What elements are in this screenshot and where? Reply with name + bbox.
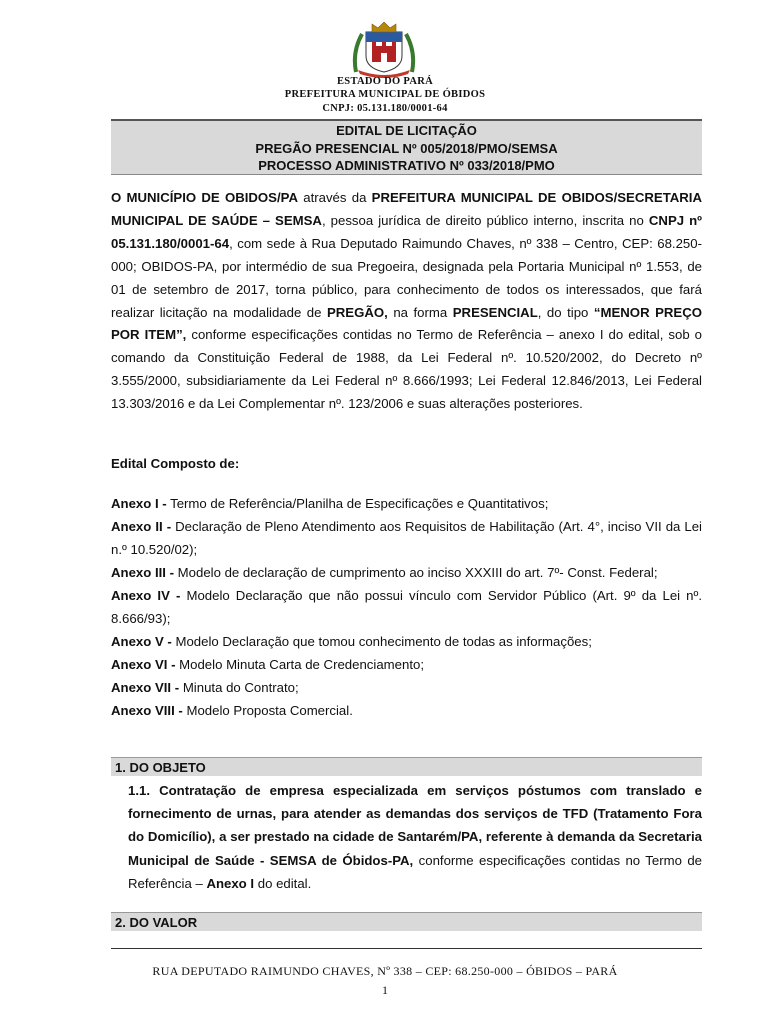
annex-item [111,653,702,676]
intro-tipo: “MENOR PREÇO POR ITEM”, [111,304,702,343]
annex-text: Modelo Proposta Comercial. [182,703,353,718]
annex-label: Anexo I - [111,496,167,511]
intro-text: conforme especificações contidas no Termo de Referência – anexo I do edital, sob o comando da Constituição Federal de 1988, da Lei Federal nº. 10.520/2002, do Decreto nº 3.555/2000, subsidiariamente da Lei Federal nº 8.666/1993; Lei Federal 12.846/2013, Lei Federal 13.303/2016 e da Lei Complementar nº. 123/2006 e suas alterações posteriores. [111,327,703,412]
objeto-text: conforme especificações contidas no Termo de Referência – [128,852,702,891]
edital-composto-label: Edital Composto de: [111,456,240,471]
annex-item [111,699,702,722]
annex-text: Minuta do Contrato; [179,680,299,695]
intro-text: , com sede à Rua Deputado Raimundo Chaves, nº 338 – Centro, CEP: 68.250-000; OBIDOS-PA, por intermédio de sua Pregoeira, designada pela Portaria Municipal nº 1.553, de 01 de setembro de 2017, torna público, para conhecimento de todos os interessados, que fará realizar licitação na modalidade de [111,235,702,320]
objeto-text: do edital. [254,875,312,891]
page-number: 1 [382,983,388,997]
objeto-description: 1.1. Contratação de empresa especializada em serviços póstumos com translado e fornecimento de urnas, para atender as demandas dos serviços de TFD (Tratamento Fora do Domicílio), a ser prestado na cidade de Santarém/PA, referente à demanda da Secretaria Municipal de Saúde - SEMSA de Óbidos-PA, [128,783,702,868]
annex-text: Modelo de declaração de cumprimento ao inciso XXXIII do art. 7º- Const. Federal; [174,565,658,580]
objeto-annex-ref: Anexo I [206,875,255,891]
annex-label: Anexo V - [111,634,172,649]
intro-municipio: O MUNICÍPIO DE OBIDOS/PA [111,190,298,205]
intro-prefeitura: PREFEITURA MUNICIPAL DE OBIDOS/SECRETARIA MUNICIPAL DE SAÚDE – SEMSA [111,190,702,228]
edital-title-box [111,119,702,175]
annex-label: Anexo VI - [111,657,176,672]
pregao-number: PREGÃO PRESENCIAL Nº 005/2018/PMO/SEMSA [255,140,558,156]
edital-title: EDITAL DE LICITAÇÃO [336,123,477,138]
annex-label: Anexo VIII - [111,703,183,718]
footer-divider [111,948,702,949]
annex-label: Anexo III - [111,565,175,580]
annex-item [111,561,702,584]
intro-text: , do tipo [537,304,594,320]
annex-list [111,492,702,722]
section-heading-valor: 2. DO VALOR [111,912,702,931]
footer-address: RUA DEPUTADO RAIMUNDO CHAVES, Nº 338 – CEP: 68.250-000 – ÓBIDOS – PARÁ [152,964,618,978]
annex-text: Modelo Declaração que não possui vínculo com Servidor Público (Art. 9º da Lei nº. 8.666/93); [111,588,703,626]
annex-label: Anexo VII - [111,680,180,695]
annex-text: Declaração de Pleno Atendimento aos Requisitos de Habilitação (Art. 4°, inciso VII da Lei n.º 10.520/02); [111,519,702,557]
processo-number: PROCESSO ADMINISTRATIVO Nº 033/2018/PMO [258,158,555,173]
annex-item [111,492,702,515]
annex-label: Anexo II - [111,519,172,534]
intro-text: , pessoa jurídica de direito público interno, inscrita no [321,212,649,228]
annex-text: Modelo Minuta Carta de Credenciamento; [175,657,424,672]
intro-pregao: PREGÃO, [326,304,388,320]
annex-item [111,630,702,653]
intro-text: na forma [387,304,453,320]
header-prefecture: PREFEITURA MUNICIPAL DE ÓBIDOS [284,89,486,100]
intro-presencial: PRESENCIAL [452,304,538,320]
annex-text: Modelo Declaração que tomou conhecimento de todas as informações; [171,634,592,649]
annex-item [111,676,702,699]
annex-label: Anexo IV - [111,588,181,603]
annex-text: Termo de Referência/Planilha de Especificações e Quantitativos; [166,496,549,511]
intro-cnpj: CNPJ nº 05.131.180/0001-64 [111,212,702,251]
header-cnpj: CNPJ: 05.131.180/0001-64 [322,103,448,114]
annex-item [111,584,702,630]
objeto-paragraph [128,779,702,895]
intro-text: através da [297,190,372,205]
intro-paragraph [111,187,702,416]
section-heading-objeto: 1. DO OBJETO [111,757,702,776]
header-state: ESTADO DO PARÁ [337,76,433,87]
municipal-coat-of-arms-icon [350,22,418,78]
annex-item [111,515,702,561]
